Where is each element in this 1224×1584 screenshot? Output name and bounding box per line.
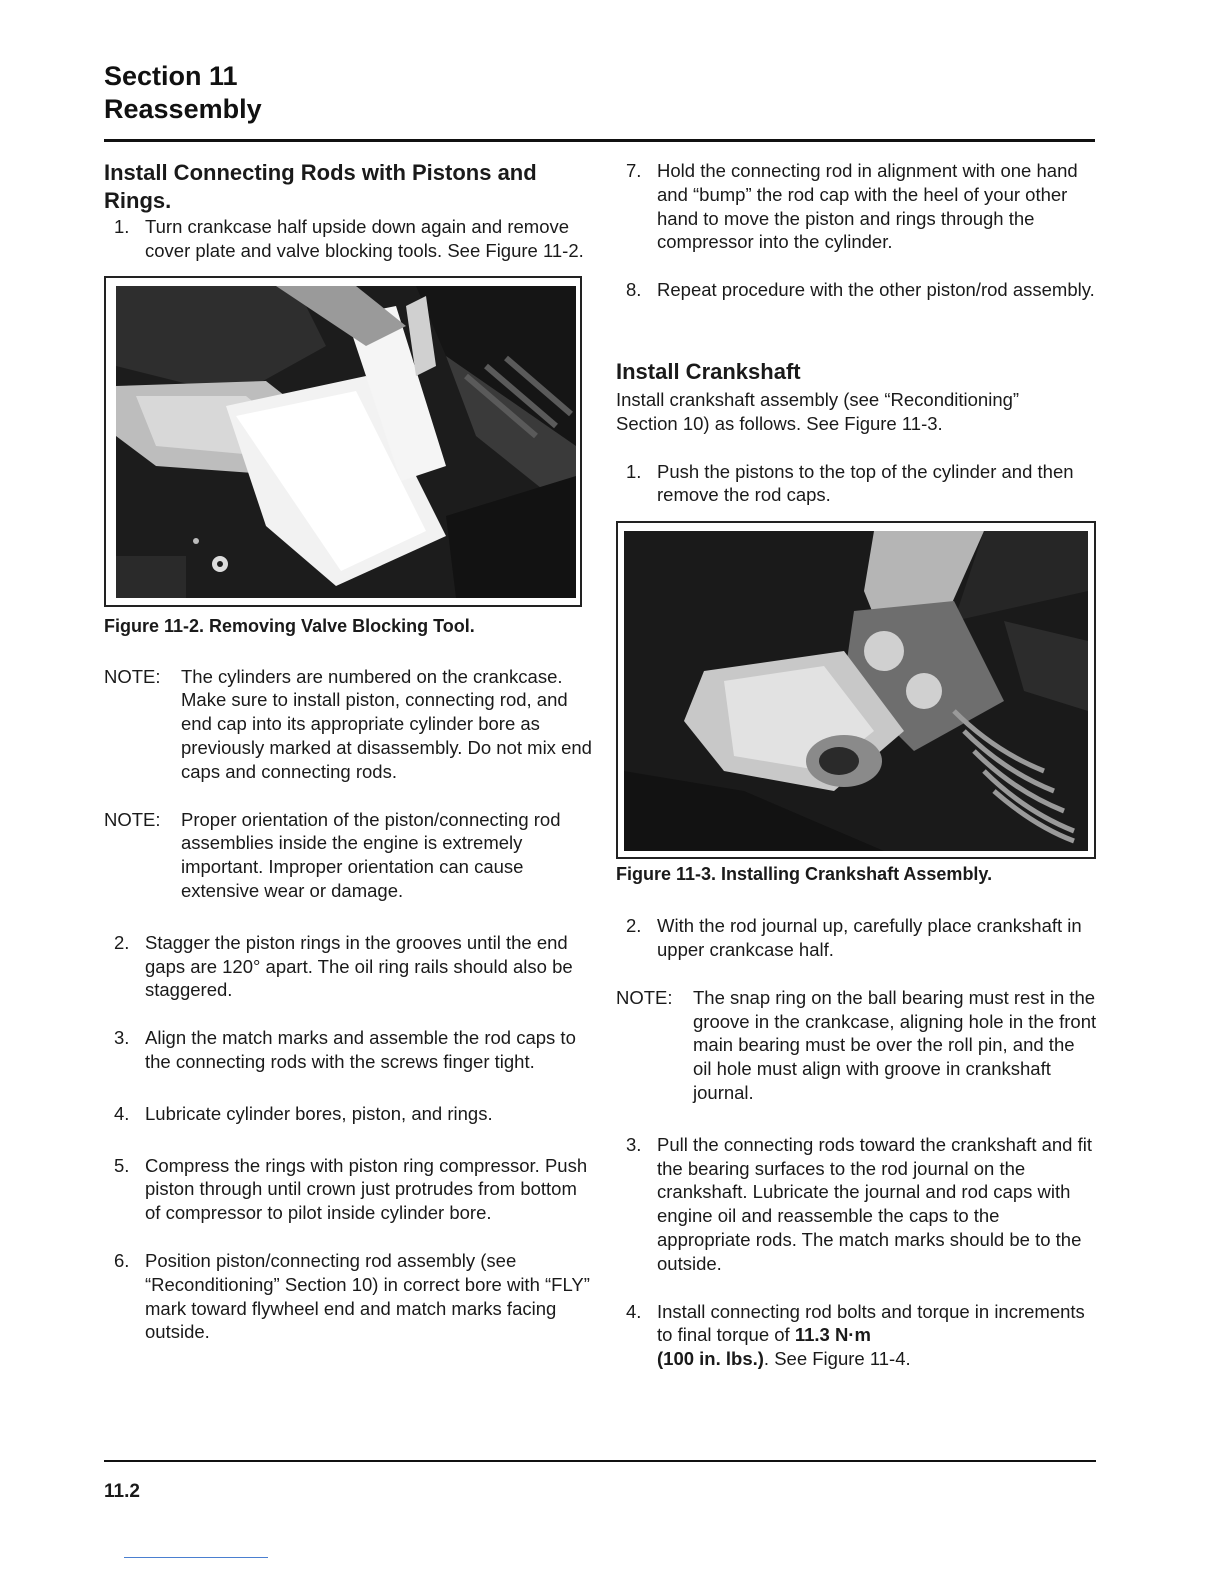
left-column	[104, 159, 594, 1344]
crankshaft-intro: Install crankshaft assembly (see “Reconditioning” Section 10) as follows. See Figure 11-3.	[616, 388, 1020, 434]
header-rule	[104, 139, 1095, 142]
torque-value-inlbs: (100 in. lbs.)	[657, 1348, 764, 1370]
crankshaft-step-2: 2. With the rod journal up, carefully place crankshaft in upper crankcase half.	[626, 915, 1082, 960]
torque-value-nm: 11.3 N·m	[794, 1324, 871, 1346]
left-step-1: 1. Turn crankcase half upside down again and remove cover plate and valve blocking tools. See Figure 11-2.	[114, 216, 584, 261]
note-proper-orientation: NOTE: Proper orientation of the piston/connecting rod assemblies inside the engine is extremely important. Improper orientation can cause extensive wear or damage.	[104, 808, 561, 901]
left-step-6: 6. Position piston/connecting rod assembly (see “Reconditioning” Section 10) in correct bore with “FLY” mark toward flywheel end and match marks facing outside.	[114, 1249, 590, 1343]
left-step-5: 5. Compress the rings with piston ring compressor. Push piston through until crown just protrudes from bottom of compressor to pilot inside cylinder bore.	[114, 1154, 588, 1224]
left-step-2: 2. Stagger the piston rings in the grooves until the end gaps are 120° apart. The oil ring rails should also be staggered.	[114, 931, 573, 1001]
figure-11-3	[616, 521, 1096, 859]
figure-11-2-photo	[116, 286, 576, 598]
crankshaft-photo-illustration	[624, 531, 1088, 851]
right-column	[616, 159, 1098, 1371]
page-number: 11.2	[104, 1481, 140, 1502]
section-number: Section 11	[104, 61, 238, 91]
section-name: Reassembly	[104, 94, 262, 124]
note-snap-ring: NOTE: The snap ring on the ball bearing must rest in the groove in the crankcase, aligning hole in the front main bearing must be over the roll pin, and the oil hole must align with groove in crankshaft journal.	[616, 986, 1097, 1103]
right-step-8: 8. Repeat procedure with the other piston/rod assembly.	[626, 279, 1095, 301]
figure-11-3-photo	[624, 531, 1088, 851]
valve-blocking-photo-illustration	[116, 286, 576, 598]
section-title	[104, 60, 262, 126]
right-step-7: 7. Hold the connecting rod in alignment with one hand and “bump” the rod cap with the heel of your other hand to move the piston and rings through the compressor into the cylinder.	[626, 160, 1078, 253]
figure-11-2	[104, 276, 582, 607]
left-step-4: 4. Lubricate cylinder bores, piston, and rings.	[114, 1102, 493, 1124]
crankshaft-step-3: 3. Pull the connecting rods toward the crankshaft and fit the bearing surfaces to the rod journal on the crankshaft. Lubricate the journal and rod caps with engine oil and reassemble the caps to the appropriate rods. The match marks should be to the outside.	[626, 1133, 1093, 1274]
figure-11-3-caption: Figure 11-3. Installing Crankshaft Assembly.	[616, 864, 993, 885]
crankshaft-step-1: 1. Push the pistons to the top of the cylinder and then remove the rod caps.	[626, 460, 1074, 506]
footer-rule	[104, 1460, 1096, 1462]
crankshaft-step-4: 4. Install connecting rod bolts and torque in increments to final torque of 11.3 N·m (100 in. lbs.). See Figure 11-4.	[626, 1300, 1085, 1370]
accent-underline	[124, 1557, 268, 1558]
left-step-3: 3. Align the match marks and assemble the rod caps to the connecting rods with the screws finger tight.	[114, 1027, 576, 1072]
heading-install-connecting-rods: Install Connecting Rods with Pistons and Rings.	[104, 160, 537, 213]
figure-11-2-caption: Figure 11-2. Removing Valve Blocking Tool.	[104, 615, 475, 636]
heading-install-crankshaft: Install Crankshaft	[616, 358, 801, 384]
note-cylinders-numbered: NOTE: The cylinders are numbered on the crankcase. Make sure to install piston, connecting rod, and end cap into its appropriate cylinder bore as previously marked at disassembly. Do not mix end caps and connecting rods.	[104, 665, 592, 782]
